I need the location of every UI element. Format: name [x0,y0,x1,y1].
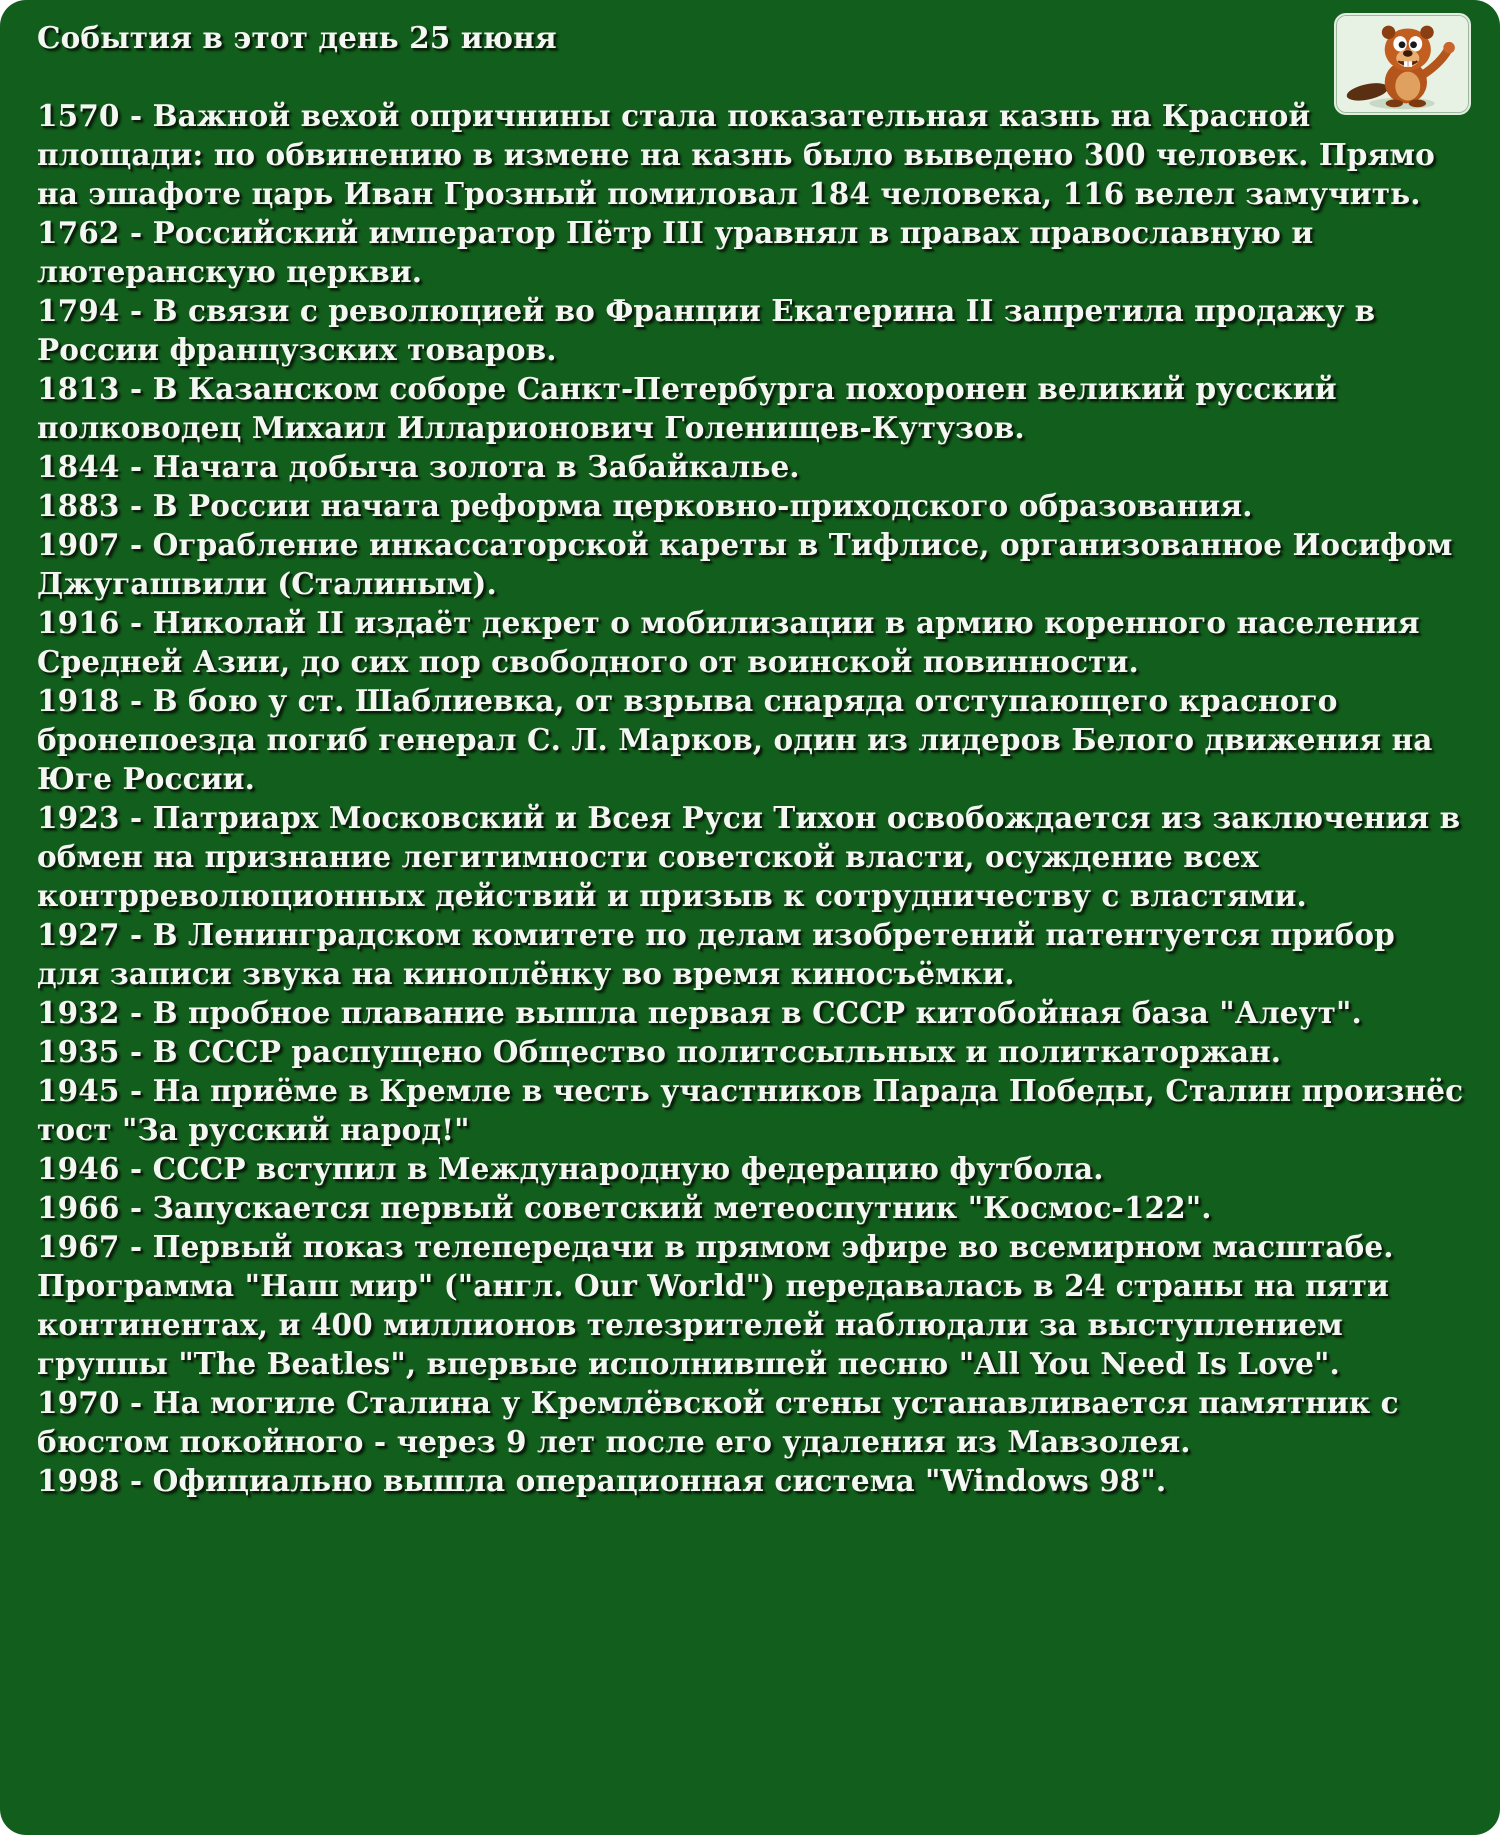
event-text: Николай II издаёт декрет о мобилизации в армию коренного населения Средней Азии, до сих пор свободного от воинской повинности. [37,605,1420,679]
event-item [37,447,1467,486]
event-item [37,369,1467,447]
event-year: 1570 - [37,98,153,133]
event-text: Ограбление инкассаторской кареты в Тифлисе, организованное Иосифом Джугашвили (Сталиным). [37,527,1453,601]
event-year: 1946 - [37,1151,153,1186]
event-item [37,1032,1467,1071]
event-text: Важной вехой опричнины стала показательная казнь на Красной площади: по обвинению в измене на казнь было выведено 300 человек. Прямо на эшафоте царь Иван Грозный помиловал 184 человека, 116 велел замучить. [37,98,1435,211]
event-year: 1916 - [37,605,153,640]
event-text: В России начата реформа церковно-приходского образования. [152,488,1253,523]
event-text: Официально вышла операционная система "Windows 98". [152,1463,1167,1498]
event-item [37,993,1467,1032]
page-title: События в этот день 25 июня [37,20,557,55]
event-year: 1998 - [37,1463,153,1498]
event-item [37,798,1467,915]
event-year: 1932 - [37,995,153,1030]
event-year: 1794 - [37,293,153,328]
event-text: Патриарх Московский и Всея Руси Тихон освобождается из заключения в обмен на признание легитимности советской власти, осуждение всех контрреволюционных действий и призыв к сотрудничеству с властями. [37,800,1461,913]
event-year: 1970 - [37,1385,153,1420]
event-item [37,486,1467,525]
event-item [37,603,1467,681]
event-year: 1762 - [37,215,153,250]
event-year: 1927 - [37,917,153,952]
event-year: 1966 - [37,1190,153,1225]
event-year: 1967 - [37,1229,153,1264]
event-text: В Казанском соборе Санкт-Петербурга похоронен великий русский полководец Михаил Илларионович Голенищев-Кутузов. [37,371,1337,445]
event-year: 1918 - [37,683,153,718]
event-text: Первый показ телепередачи в прямом эфире во всемирном масштабе. Программа "Наш мир" ("англ. Our World") передавалась в 24 страны на пяти континентах, и 400 миллионов телезрителей наблюдали за выступлением группы "The Beatles", впервые исполнившей песню "All You Need Is Love". [37,1229,1394,1381]
event-year: 1907 - [37,527,153,562]
event-item [37,1461,1467,1500]
title-spacer [37,57,1467,96]
event-item [37,525,1467,603]
event-text: Начата добыча золота в Забайкалье. [152,449,800,484]
event-year: 1813 - [37,371,153,406]
event-text: СССР вступил в Международную федерацию футбола. [152,1151,1104,1186]
event-text: На могиле Сталина у Кремлёвской стены устанавливается памятник с бюстом покойного - через 9 лет после его удаления из Мавзолея. [37,1385,1399,1459]
event-text: На приёме в Кремле в честь участников Парада Победы, Сталин произнёс тост "За русский народ!" [37,1073,1464,1147]
event-text: В связи с революцией во Франции Екатерина II запретила продажу в России французских товаров. [37,293,1376,367]
event-item [37,915,1467,993]
event-text: В СССР распущено Общество политссыльных и политкаторжан. [152,1034,1282,1069]
events-content [37,18,1467,1500]
event-year: 1935 - [37,1034,153,1069]
event-item [37,291,1467,369]
events-list [37,96,1467,1500]
event-item [37,1188,1467,1227]
event-year: 1844 - [37,449,153,484]
event-item [37,681,1467,798]
event-year: 1883 - [37,488,153,523]
event-item [37,213,1467,291]
event-text: Российский император Пётр III уравнял в правах православную и лютеранскую церкви. [37,215,1314,289]
event-item [37,1149,1467,1188]
event-text: Запускается первый советский метеоспутник "Космос-122". [152,1190,1212,1225]
event-item [37,1071,1467,1149]
event-year: 1923 - [37,800,153,835]
event-item [37,1383,1467,1461]
event-item [37,96,1467,213]
event-text: В бою у ст. Шаблиевка, от взрыва снаряда отступающего красного бронепоезда погиб генерал С. Л. Марков, один из лидеров Белого движения на Юге России. [37,683,1433,796]
event-item [37,1227,1467,1383]
event-year: 1945 - [37,1073,153,1108]
event-text: В Ленинградском комитете по делам изобретений патентуется прибор для записи звука на киноплёнку во время киносъёмки. [37,917,1395,991]
event-text: В пробное плавание вышла первая в СССР китобойная база "Алеут". [152,995,1362,1030]
